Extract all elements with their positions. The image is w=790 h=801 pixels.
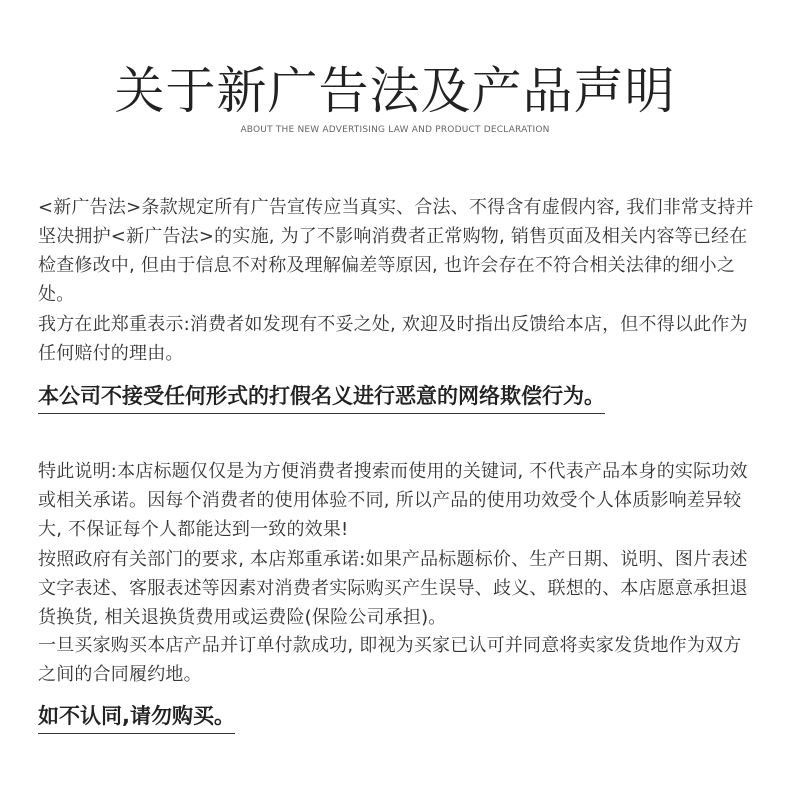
store-commitment-paragraph: 按照政府有关部门的要求, 本店郑重承诺:如果产品标题标价、生产日期、说明、图片表述文字表述、客服表述等因素对消费者实际购买产生误导、歧义、联想的、本店愿意承担退货换货, 相关退换货费用或运费险(保险公司承担)。: [38, 549, 748, 628]
disagree-statement: 如不认同,请勿购买。: [38, 701, 235, 734]
ad-law-paragraph: <新广告法>条款规定所有广告宣传应当真实、合法、不得含有虚假内容, 我们非常支持并坚决拥护<新广告法>的实施, 为了不影响消费者正常购物, 销售页面及相关内容等已经在检查修改中, 但由于信息不对称及理解偏差等原因, 也许会存在不符合相关法律的细小之处。: [38, 197, 754, 305]
anti-fraud-statement: 本公司不接受任何形式的打假名义进行恶意的网络欺偿行为。: [38, 381, 605, 414]
page-subtitle: ABOUT THE NEW ADVERTISING LAW AND PRODUCT DECLARATION: [240, 125, 550, 135]
title-keyword-notice: 特此说明:本店标题仅仅是为方便消费者搜索而使用的关键词, 不代表产品本身的实际功效或相关承诺。因每个消费者的使用体验不同, 所以产品的使用功效受个人体质影响差异较大, 不保证每个人都能达到一致的效果!: [38, 461, 748, 540]
declaration-paragraph: 我方在此郑重表示:消费者如发现有不妥之处, 欢迎及时指出反馈给本店，但不得以此作为任何赔付的理由。: [38, 314, 748, 364]
contract-location-paragraph: 一旦买家购买本店产品并订单付款成功, 即视为买家已认可并同意将卖家发货地作为双方之间的合同履约地。: [38, 635, 742, 685]
page-title: 关于新广告法及产品声明: [114, 62, 676, 120]
